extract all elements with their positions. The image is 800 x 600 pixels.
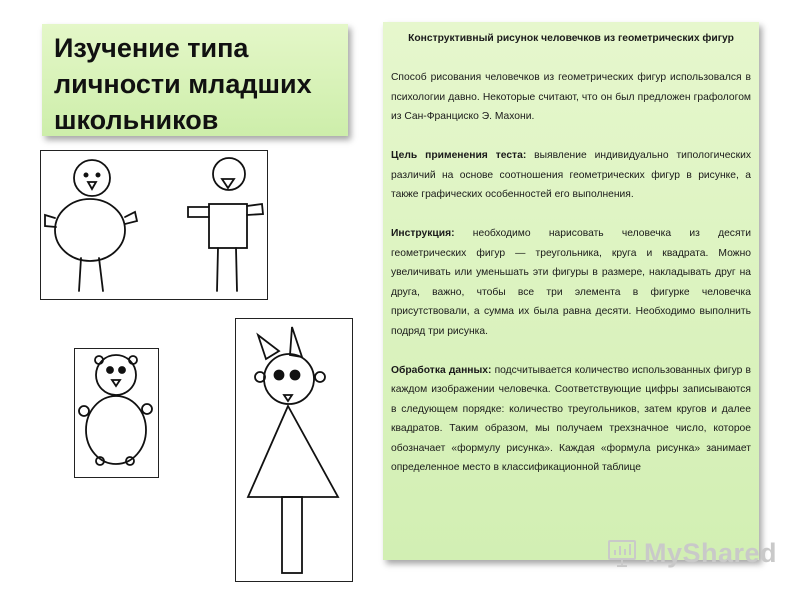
- goal-paragraph: [391, 146, 751, 205]
- title-line-1: Изучение типа: [54, 33, 249, 63]
- title-line-2: личности младших: [54, 69, 312, 99]
- figure-square-body: [188, 158, 263, 291]
- description-panel: [383, 22, 759, 560]
- processing-text: подсчитывается количество использованных фигур в каждом изображении человечка. Соответствующие цифры записываются в следующем порядке: количество треугольников, затем кругов и далее квадратов. Таким образом, мы получаем трехзначное число, которое обозначает «формулу рисунка». Каждая «формула рисунка» занимает определенное место в классификационной таблице: [391, 364, 751, 473]
- watermark: [606, 536, 777, 570]
- goal-text: выявление индивидуально типологических различий на основе соотношения геометрических фигур в рисунке, а также графических особенностей его выполнения.: [391, 150, 751, 200]
- drawing-circle-figure: [74, 348, 159, 478]
- intro-paragraph: Способ рисования человечков из геометрических фигур использовался в психологии давно. Некоторые считают, что он был предложен графологом из Сан-Франциско Э. Махони.: [391, 72, 751, 122]
- goal-label: Цель применения теста:: [391, 150, 527, 161]
- presentation-chart-icon: [606, 537, 638, 569]
- title-line-3: школьников: [54, 105, 219, 135]
- watermark-text: MyShared: [644, 537, 778, 568]
- instruction-text: необходимо нарисовать человечка из десяти геометрических фигур — треугольника, круга и квадрата. Можно увеличивать или уменьшать эти фигуры в размере, накладывать друг на друга, важно, чтобы все три элемента в фигурке человечка присутствовали, а сумма их была равна десяти. Необходимо выполнить подряд три рисунка.: [391, 228, 751, 337]
- drawing-two-figures: [40, 150, 268, 300]
- figure-round-body: [45, 160, 137, 291]
- drawing-triangle-figure: [235, 318, 353, 582]
- panel-heading: Конструктивный рисунок человечков из геометрических фигур: [408, 33, 734, 44]
- processing-paragraph: [391, 361, 751, 478]
- instruction-label: Инструкция:: [391, 228, 455, 239]
- processing-label: Обработка данных:: [391, 364, 492, 376]
- slide-title-box: [42, 24, 348, 136]
- instruction-paragraph: [391, 224, 751, 341]
